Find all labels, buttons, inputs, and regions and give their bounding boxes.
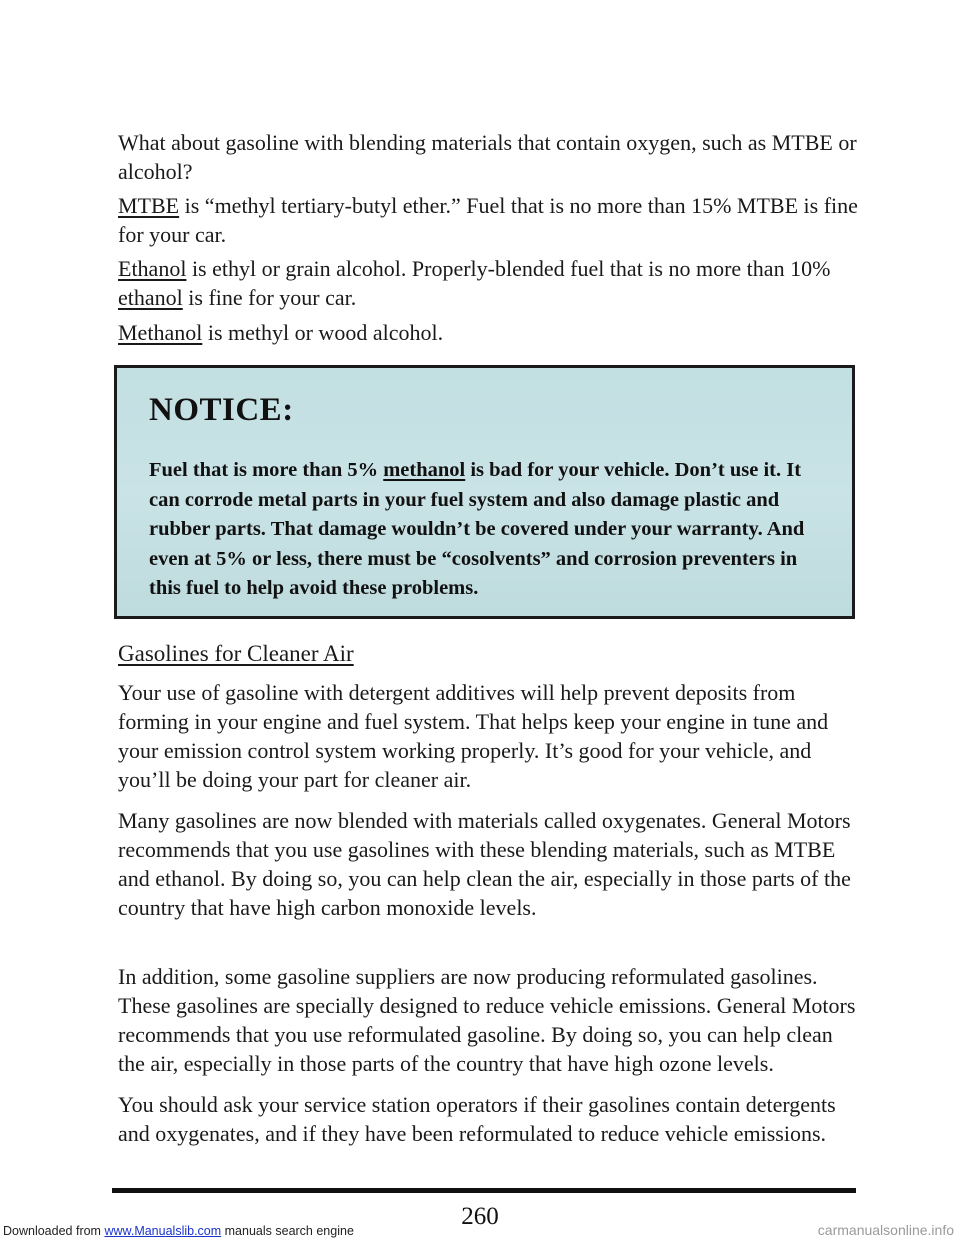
page-number: 260 [461, 1203, 499, 1230]
notice-body-a: Fuel that is more than 5% [149, 459, 384, 481]
mtbe-definition [118, 191, 858, 249]
cleaner-air-paragraph-3: In addition, some gasoline suppliers are now producing reformulated gasolines. These gasolines are specially designed to reduce vehicle emissions. General Motors recommends that you use reformulated gasoline. By doing so, you can help clean the air, especially in those parts of the country that have high ozone levels. [118, 964, 856, 1076]
cleaner-air-paragraph-1: Your use of gasoline with detergent additives will help prevent deposits from forming in your engine and fuel system. That helps keep your engine in tune and your emission control system working properly. It’s good for your vehicle, and you’ll be doing your part for cleaner air. [118, 680, 829, 792]
notice-body [149, 456, 819, 604]
ethanol-definition [118, 254, 858, 312]
watermark-text: carmanualsonline.info [817, 1222, 954, 1238]
download-credit-suffix: manuals search engine [221, 1224, 354, 1238]
footer-rule [112, 1188, 856, 1193]
mtbe-text: is “methyl tertiary-butyl ether.” Fuel that is no more than 15% MTBE is fine for your car. [118, 193, 858, 247]
manualslib-link[interactable]: www.Manualslib.com [104, 1224, 222, 1238]
intro-question [118, 128, 858, 186]
methanol-text: is methyl or wood alcohol. [202, 320, 444, 345]
download-credit [3, 1224, 354, 1238]
notice-box [114, 365, 855, 619]
ethanol-term-2: ethanol [118, 285, 183, 310]
ethanol-text-a: is ethyl or grain alcohol. Properly-blended fuel that is no more than 10% [186, 256, 831, 281]
cleaner-air-paragraph-4: You should ask your service station operators if their gasolines contain detergents and oxygenates, and if they have been reformulated to reduce vehicle emissions. [118, 1092, 836, 1146]
methanol-term: Methanol [118, 320, 203, 345]
intro-question-text: What about gasoline with blending materials that contain oxygen, such as MTBE or alcohol? [118, 130, 857, 184]
methanol-definition [118, 318, 858, 347]
ethanol-text-b: is fine for your car. [182, 285, 357, 310]
ethanol-term: Ethanol [118, 256, 187, 281]
mtbe-term: MTBE [118, 193, 180, 218]
cleaner-air-paragraph-2: Many gasolines are now blended with materials called oxygenates. General Motors recommends that you use gasolines with these blending materials, such as MTBE and ethanol. By doing so, you can help clean the air, especially in those parts of the country that have high carbon monoxide levels. [118, 808, 851, 920]
notice-title: NOTICE: [149, 392, 294, 428]
download-credit-prefix: Downloaded from [3, 1224, 105, 1238]
section-heading: Gasolines for Cleaner Air [118, 641, 354, 666]
notice-body-b: is bad for your vehicle. Don’t use it. It can corrode metal parts in your fuel system and also damage plastic and rubber parts. That damage wouldn’t be covered under your warranty. And even at 5% or less, there must be “cosolvents” and corrosion preventers in this fuel to help avoid these problems. [149, 459, 805, 599]
notice-methanol-term: methanol [383, 459, 466, 481]
